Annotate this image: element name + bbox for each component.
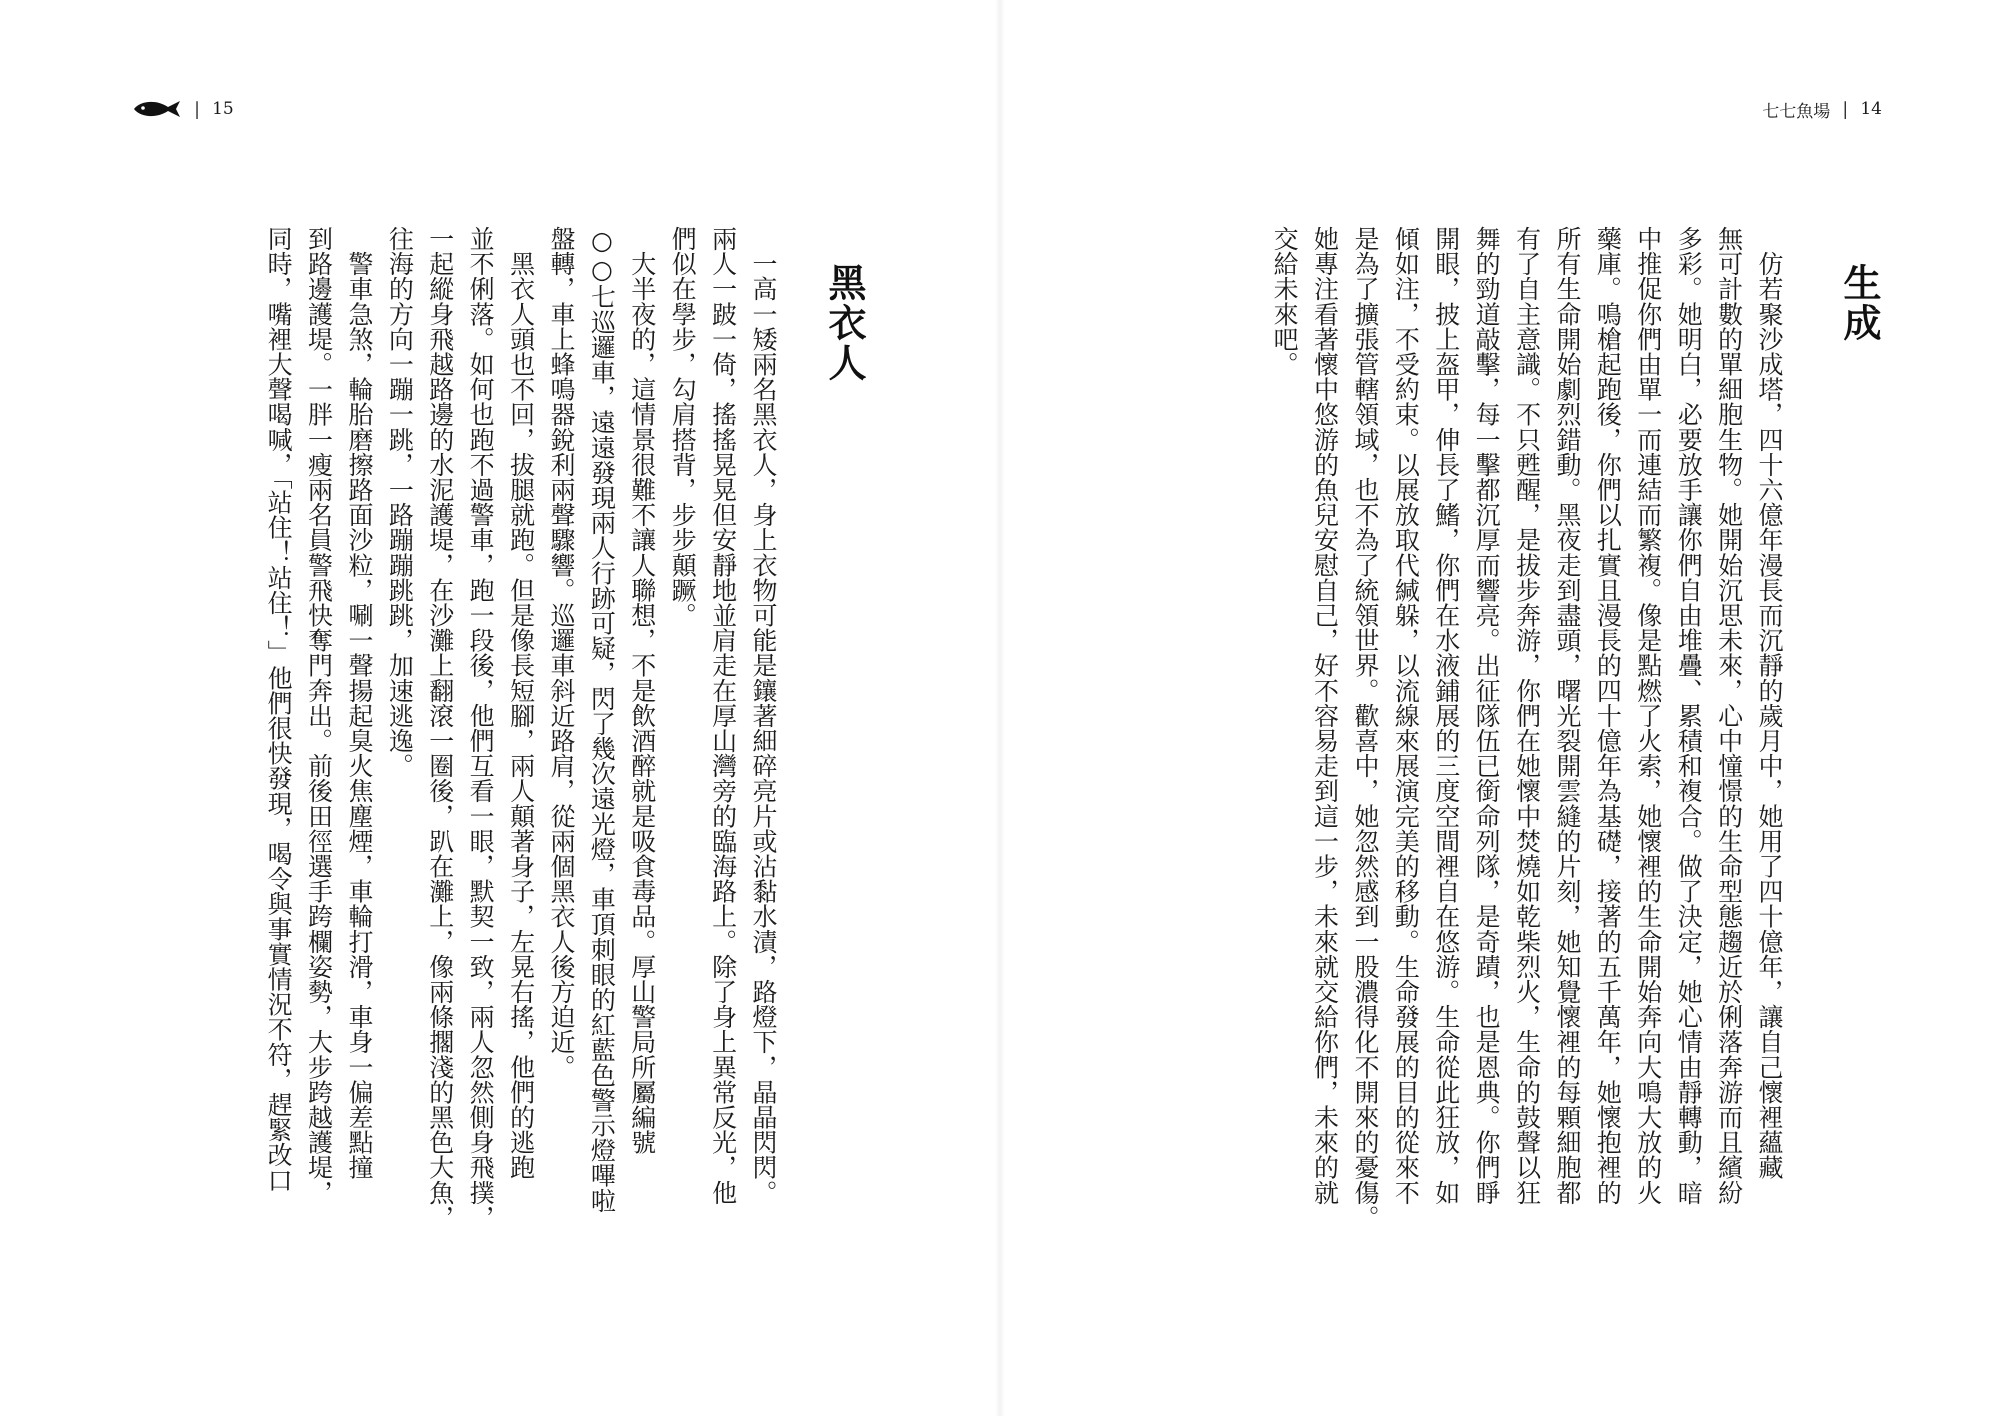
left-page-number: 15: [212, 99, 234, 119]
right-page-header: [1762, 92, 1882, 126]
chapter-title-shengcheng: 生成: [1837, 263, 1881, 343]
left-page-header: [132, 92, 234, 126]
header-separator: |: [1842, 98, 1849, 120]
fish-icon: [132, 99, 182, 119]
right-page-body-text: 仿若聚沙成塔，四十六億年漫長而沉靜的歲月中，她用了四十億年，讓自己懷裡蘊藏 無可計數的單細胞生物。她開始沉思未來，心中憧憬的生命型態趨近於俐落奔游而且繽紛 多彩。她明白，必要放手讓你們自由堆疊、累積和複合。做了決定，她心情由靜轉動，暗 中推促你們由單一而連結而繁複。像是點燃了火索，她懷裡的生命開始奔向大鳴大放的火 藥庫。鳴槍起跑後，你們以扎實且漫長的四十億年為基礎，接著的五千萬年，她懷抱裡的 所有生命開始劇烈錯動。黑夜走到盡頭，曙光裂開雲縫的片刻，她知覺懷裡的每顆細胞都 有了自主意識。不只甦醒，是拔步奔游，你們在她懷中焚燒如乾柴烈火，生命的鼓聲以狂 舞的勁道敲擊，每一擊都沉厚而響亮。出征隊伍已銜命列隊，是奇蹟，也是恩典。你們睜 開眼，披上盔甲，伸長了鰭，你們在水液鋪展的三度空間裡自在悠游。生命從此狂放，如 傾如注，不受約束。以展放取代緘躲，以流線來展演完美的移動。生命發展的目的從來不 是為了擴張管轄領域，也不為了統領世界。歡喜中，她忽然感到一股濃得化不開來的憂傷。 她專注看著懷中悠游的魚兒安慰自己，好不容易走到這一步，未來就交給你們，未來的就 交給未來吧。: [1270, 226, 1784, 1230]
left-page-body-text: 一高一矮兩名黑衣人，身上衣物可能是鑲著細碎亮片或沾黏水漬，路燈下，晶晶閃閃。 兩人一跛一倚，搖搖晃晃但安靜地並肩走在厚山灣旁的臨海路上。除了身上異常反光，他 們似在學步，勾肩搭背，步步顛蹶。 大半夜的，這情景很難不讓人聯想，不是飲酒醉就是吸食毒品。厚山警局所屬編號 ○○七巡邏車，遠遠發現兩人行跡可疑，閃了幾次遠光燈，車頂刺眼的紅藍色警示燈嗶啦 盤轉，車上蜂鳴器銳利兩聲驟響。巡邏車斜近路肩，從兩個黑衣人後方迫近。 黑衣人頭也不回，拔腿就跑。但是像長短腳，兩人顛著身子，左晃右搖，他們的逃跑 並不俐落。如何也跑不過警車，跑一段後，他們互看一眼，默契一致，兩人忽然側身飛撲， 一起縱身飛越路邊的水泥護堤，在沙灘上翻滾一圈後，趴在灘上，像兩條擱淺的黑色大魚， 往海的方向一蹦一跳，一路蹦蹦跳跳，加速逃逸。 警車急煞，輪胎磨擦路面沙粒，唰一聲揚起臭火焦塵煙，車輪打滑，車身一偏差點撞 到路邊護堤。一胖一瘦兩名員警飛快奪門奔出。前後田徑選手跨欄姿勢，大步跨越護堤， 同時，嘴裡大聲喝喊，「站住！站住！」他們很快發現，喝令與事實情況不符，趕緊改口: [264, 226, 778, 1230]
right-page-number: 14: [1860, 99, 1882, 119]
page-gutter: [995, 0, 1005, 1416]
chapter-title-heiyiren: 黑衣人: [822, 263, 866, 383]
header-separator: |: [194, 98, 201, 120]
book-title: 七七魚場: [1762, 101, 1831, 122]
